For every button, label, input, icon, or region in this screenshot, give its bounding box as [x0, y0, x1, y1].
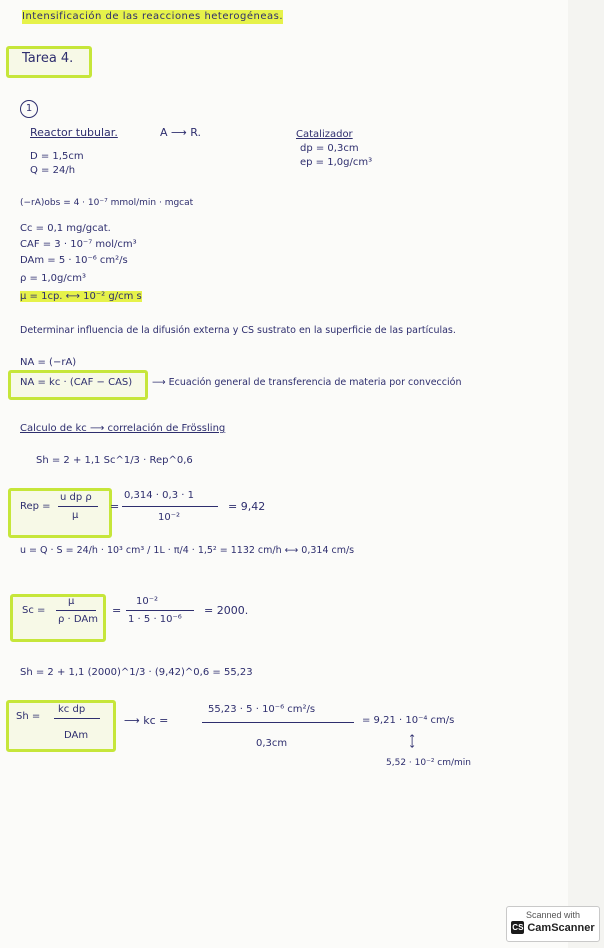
kc-result-per-minute: 5,52 · 10⁻² cm/min [386, 758, 472, 768]
watermark-line-1: Scanned with [525, 910, 581, 920]
sc-denominator-values: 1 · 5 · 10⁻⁶ [128, 614, 182, 625]
rep-denominator: μ [72, 510, 79, 521]
kc-result: = 9,21 · 10⁻⁴ cm/s [362, 715, 455, 726]
rep-result: = 9,42 [228, 500, 266, 513]
kc-arrow: ⟶ kc = [124, 714, 169, 727]
sc-equals: = [112, 604, 122, 617]
reaction: A ⟶ R. [160, 126, 202, 139]
sc-denominator: ρ · DAm [58, 614, 98, 625]
catalyst-heading: Catalizador [296, 129, 353, 140]
na-note: ⟶ Ecuación general de transferencia de materia por convección [152, 377, 462, 388]
viscosity-line [20, 290, 142, 304]
data-line-2: CAF = 3 · 10⁻⁷ mol/cm³ [20, 239, 137, 250]
na-equation-1: NA = (−rA) [20, 357, 77, 368]
sc-numerator: μ [68, 596, 75, 607]
sherwood-general: Sh = 2 + 1,1 Sc^1/3 · Rep^0,6 [36, 455, 193, 466]
document-title: Intensificación de las reacciones heterogéneas. [22, 11, 284, 22]
watermark-brand: CamScanner [527, 921, 595, 934]
kc-values-fraction-bar [202, 722, 354, 723]
rep-values-fraction-bar [122, 506, 218, 507]
data-line-4: ρ = 1,0g/cm³ [20, 273, 86, 284]
sc-numerator-values: 10⁻² [136, 596, 159, 607]
problem-number: 1 [20, 100, 38, 118]
camscanner-watermark [506, 906, 600, 942]
kc-denominator: DAm [64, 730, 89, 741]
rep-numerator: u dp ρ [60, 492, 92, 503]
watermark-line-2 [507, 921, 599, 934]
catalyst-dp: dp = 0,3cm [300, 143, 359, 154]
kc-numerator-values: 55,23 · 5 · 10⁻⁶ cm²/s [208, 704, 316, 715]
rep-numerator-values: 0,314 · 0,3 · 1 [124, 490, 194, 501]
kc-heading: Calculo de kc ⟶ correlación de Frössling [20, 423, 226, 434]
reactor-diameter: D = 1,5cm [30, 151, 84, 162]
kc-numerator: kc dp [58, 704, 86, 715]
kc-denominator-values: 0,3cm [256, 738, 288, 749]
viscosity-highlight: μ = 1cp. ⟷ 10⁻² g/cm s [20, 291, 142, 302]
sc-fraction-bar [56, 610, 96, 611]
sherwood-calculated: Sh = 2 + 1,1 (2000)^1/3 · (9,42)^0,6 = 55,23 [20, 667, 253, 678]
sc-lhs: Sc = [22, 605, 46, 616]
rep-equals: = [110, 500, 120, 513]
kc-fraction-bar [54, 718, 100, 719]
na-equation-2: NA = kc · (CAF − CAS) [20, 377, 133, 388]
velocity-line: u = Q · S = 24/h · 10³ cm³ / 1L · π/4 · 1,5² = 1132 cm/h ⟷ 0,314 cm/s [20, 545, 355, 556]
reactor-heading: Reactor tubular. [30, 126, 118, 139]
rep-lhs: Rep = [20, 501, 51, 512]
rep-fraction-bar [58, 506, 98, 507]
reactor-flow: Q = 24/h [30, 165, 76, 176]
observed-rate: (−rA)obs = 4 · 10⁻⁷ mmol/min · mgcat [20, 198, 194, 208]
data-line-1: Cc = 0,1 mg/gcat. [20, 223, 111, 234]
camscanner-logo-icon: CS [512, 923, 524, 932]
sc-result: = 2000. [204, 604, 249, 617]
task-label: Tarea 4. [22, 51, 74, 66]
catalyst-ep: ep = 1,0g/cm³ [300, 157, 373, 168]
sc-values-fraction-bar [126, 610, 194, 611]
objective-text: Determinar influencia de la difusión externa y CS sustrato en la superficie de las partículas. [20, 325, 456, 336]
rep-denominator-values: 10⁻² [158, 512, 181, 523]
data-line-3: DAm = 5 · 10⁻⁶ cm²/s [20, 255, 128, 266]
kc-lhs: Sh = [16, 711, 41, 722]
kc-equivalence: ⟷ [406, 733, 418, 749]
